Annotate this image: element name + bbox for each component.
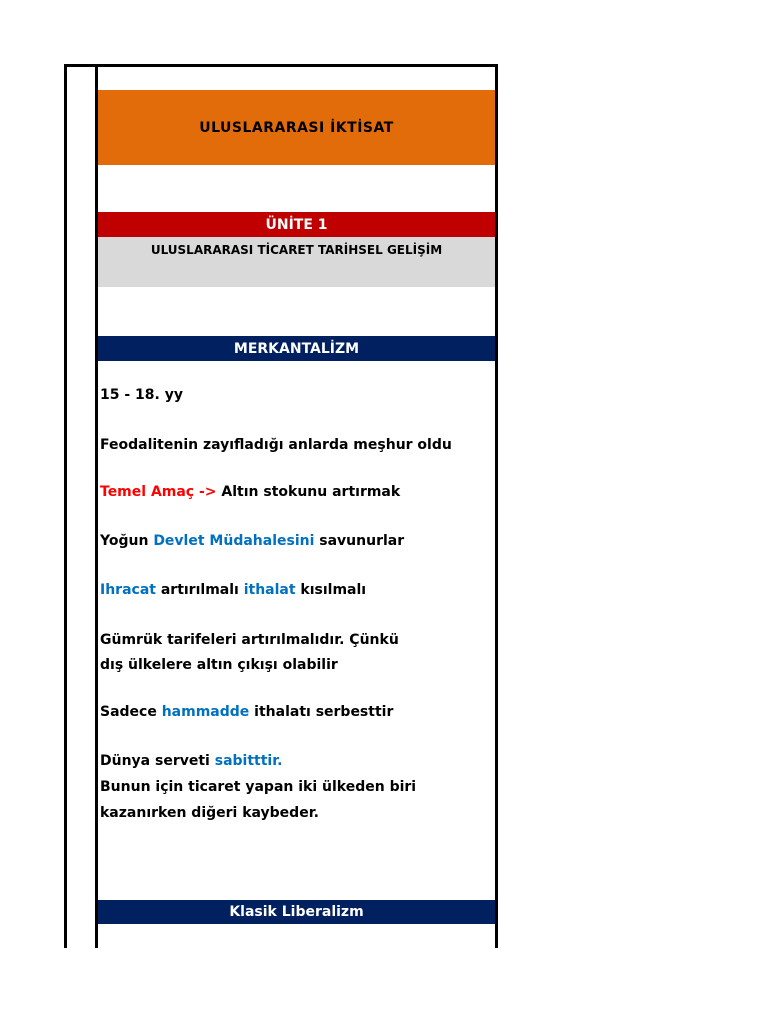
ihracat-line: [100, 578, 366, 602]
frame-left-border: [64, 64, 67, 948]
temel-amac-label: Temel Amaç ->: [100, 484, 217, 500]
sadece-pre: Sadece: [100, 704, 162, 720]
sadece-line: [100, 700, 393, 724]
temel-amac-line: [100, 480, 400, 504]
feodal-text: Feodalitenin zayıfladığı anlarda meşhur oldu: [100, 437, 452, 453]
sadece-post: ithalatı serbesttir: [249, 704, 394, 720]
temel-amac-text: Altın stokunu artırmak: [216, 484, 401, 500]
devlet-line: [100, 529, 404, 553]
unit-subtitle: ULUSLARARASI TİCARET TARİHSEL GELİŞİM: [98, 237, 495, 287]
bunun-line-2: kazanırken diğeri kaybeder.: [100, 805, 319, 821]
devlet-highlight: Devlet Müdahalesini: [153, 533, 315, 549]
ithalat-highlight: ithalat: [243, 582, 296, 598]
gumruk-line-2: dış ülkelere altın çıkışı olabilir: [100, 657, 338, 673]
devlet-pre: Yoğun: [100, 533, 154, 549]
section-header-klasik-liberalizm: Klasik Liberalizm: [98, 900, 495, 924]
ihracat-post: kısılmalı: [295, 582, 367, 598]
frame-right-border: [495, 64, 498, 948]
dunya-pre: Dünya serveti: [100, 753, 215, 769]
frame-inner-border: [95, 64, 98, 948]
devlet-post: savunurlar: [314, 533, 405, 549]
gumruk-line-1: Gümrük tarifeleri artırılmalıdır. Çünkü: [100, 632, 399, 648]
period-text: 15 - 18. yy: [100, 387, 183, 403]
unit-label: ÜNİTE 1: [98, 212, 495, 237]
ihracat-mid: artırılmalı: [155, 582, 244, 598]
section-header-merkantalizm: MERKANTALİZM: [98, 336, 495, 361]
sabittir-highlight: sabitttir.: [214, 753, 283, 769]
ihracat-highlight: Ihracat: [100, 582, 156, 598]
bunun-line-1: Bunun için ticaret yapan iki ülkeden biri: [100, 779, 417, 795]
hammadde-highlight: hammadde: [161, 704, 250, 720]
frame-top-border: [64, 64, 498, 67]
page-title: ULUSLARARASI İKTİSAT: [98, 90, 495, 165]
dunya-line: [100, 749, 282, 773]
